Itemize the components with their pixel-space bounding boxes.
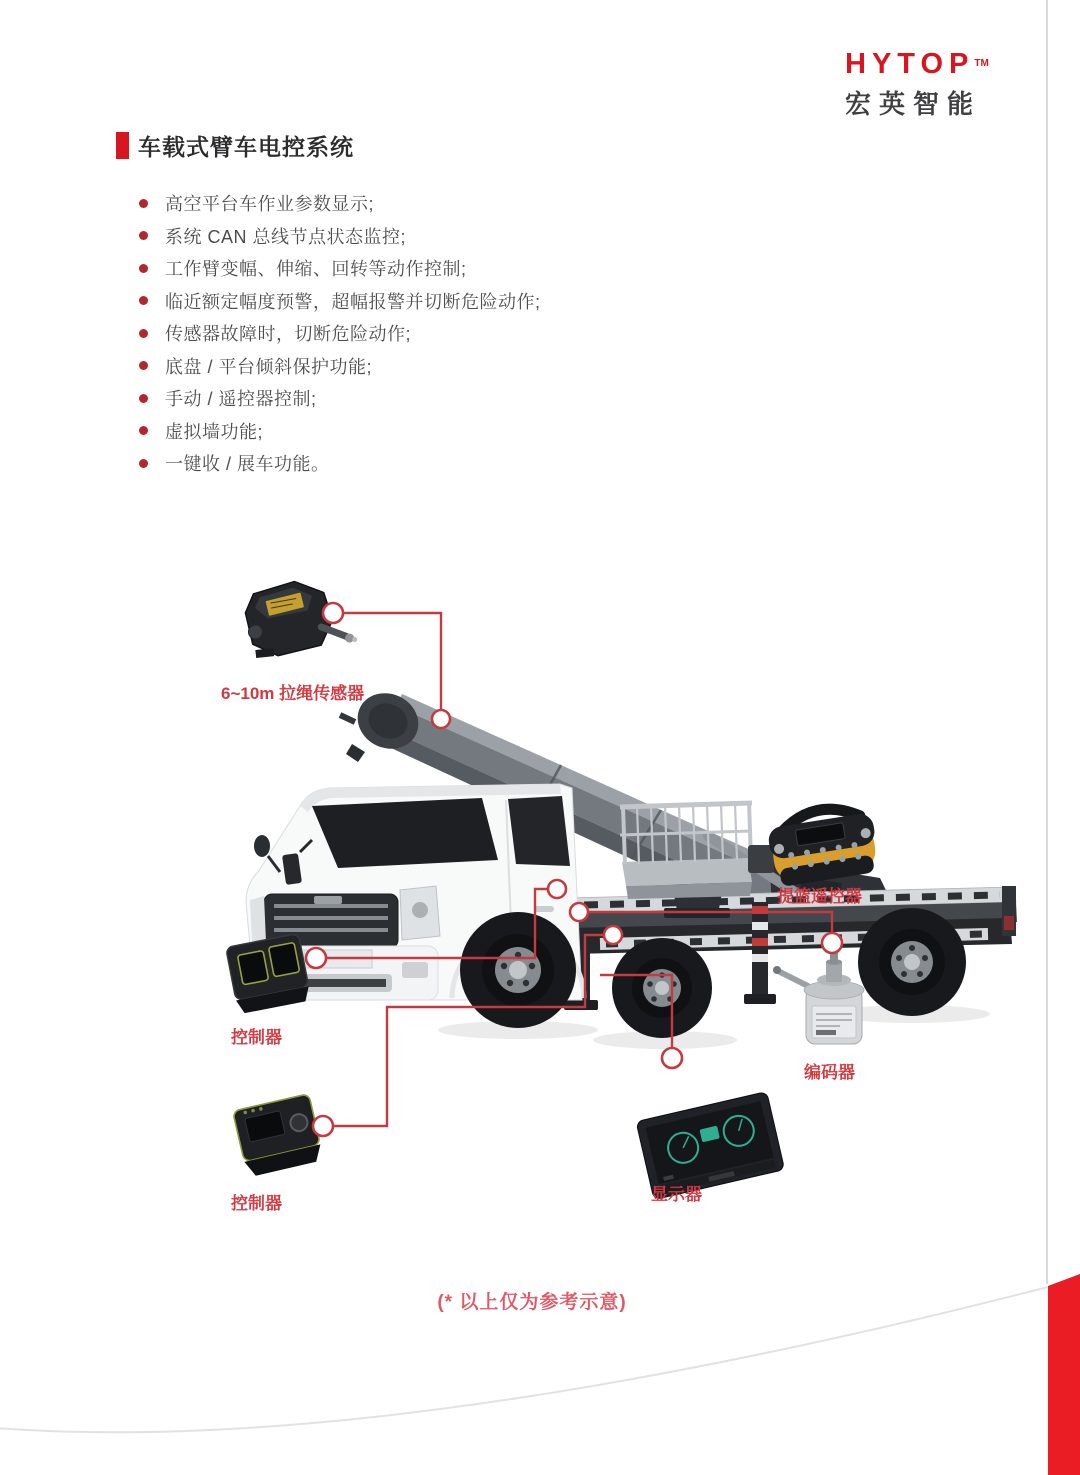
- display-label: 显示器: [651, 1185, 702, 1204]
- feature-item: 一键收 / 展车功能。: [139, 453, 541, 473]
- page-title: 车载式臂车电控系统: [138, 134, 354, 160]
- callout-circle: [662, 1048, 682, 1068]
- right-page-border: [1046, 0, 1048, 1284]
- feature-item: 工作臂变幅、伸缩、回转等动作控制;: [139, 258, 541, 278]
- feature-item: 传感器故障时，切断危险动作;: [139, 323, 541, 343]
- controller-bottom-label: 控制器: [231, 1194, 282, 1213]
- encoder-label: 编码器: [804, 1063, 855, 1082]
- controller-bottom-image: [233, 1094, 324, 1178]
- controller-top-image: [226, 933, 312, 1014]
- feature-item: 系统 CAN 总线节点状态监控;: [139, 226, 541, 246]
- feature-item: 高空平台车作业参数显示;: [139, 193, 541, 213]
- brand-name-text: HYTOP: [845, 48, 975, 80]
- callout-circle: [570, 903, 588, 921]
- truck-rear-wheel: [858, 908, 966, 1016]
- callout-circle: [604, 926, 622, 944]
- trademark-symbol: TM: [974, 58, 989, 69]
- callout-circle: [323, 603, 343, 623]
- callout-circle: [306, 948, 326, 968]
- truck-mid-wheel: [612, 938, 712, 1038]
- feature-item: 临近额定幅度预警，超幅报警并切断危险动作;: [139, 291, 541, 311]
- feature-item: 底盘 / 平台倾斜保护功能;: [139, 356, 541, 376]
- encoder-image: [773, 945, 864, 1044]
- callout-circle: [432, 710, 450, 728]
- feature-item: 手动 / 遥控器控制;: [139, 388, 541, 408]
- callout-circle: [313, 1116, 333, 1136]
- brand-name-cn: 宏英智能: [845, 89, 982, 119]
- truck-illustration: [246, 683, 1017, 1049]
- rope-sensor-label: 6~10m 拉绳传感器: [221, 684, 365, 703]
- footnote: (* 以上仅为参考示意): [437, 1292, 627, 1313]
- callout-circle: [548, 880, 566, 898]
- basket-remote-label: 提篮遥控器: [777, 887, 862, 906]
- callout-circle: [822, 933, 842, 953]
- feature-item: 虚拟墙功能;: [139, 421, 541, 441]
- remote-control-image: [765, 802, 881, 888]
- controller-top-label: 控制器: [231, 1028, 282, 1047]
